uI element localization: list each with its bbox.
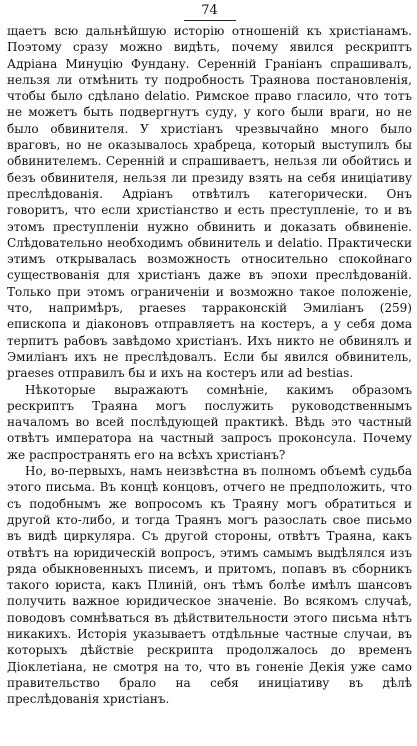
paragraph: Нѣкоторые выражаютъ сомнѣніе, какимъ образомъ рескриптъ Траяна могъ послужить руководственнымъ началомъ во всей послѣдующей практикѣ. Вѣдь это частный отвѣтъ императора на частный запросъ проконсула. Почему же распространять его на всѣхъ христіанъ? <box>7 382 412 462</box>
page-number: 74 <box>201 3 218 18</box>
paragraph: Но, во-первыхъ, намъ неизвѣстна въ полномъ объемѣ судьба этого письма. Въ концѣ концовъ, отчего не предположить, что съ подобнымъ же вопросомъ къ Траяну могъ обратиться и другой кто-либо, и тогда Траянъ могъ разослать свое письмо въ видѣ циркуляра. Съ другой стороны, отвѣтъ Траяна, какъ отвѣтъ на юридическій вопросъ, этимъ самымъ выдѣлялся изъ ряда обыкновенныхъ писемъ, и притомъ, попавъ въ сборникъ такого юриста, какъ Плиній, онъ тѣмъ болѣе имѣлъ шансовъ получить важное юридическое значеніе. Во всякомъ случаѣ, поводовъ сомнѣваться въ дѣйствительности этого письма нѣтъ никакихъ. Исторія указываетъ отдѣльные частные случаи, въ которыхъ дѣйствіе рескрипта продолжалось до временъ Діоклетіана, не смотря на то, что въ гоненіе Декія уже само правительство брало на себя иниціативу въ дѣлѣ преслѣдованія христіанъ. <box>7 464 412 707</box>
header-rule <box>184 20 236 21</box>
body-text <box>7 23 412 707</box>
paragraph: щаетъ всю дальнѣйшую исторію отношеній къ христіанамъ. Поэтому сразу можно видѣть, почему явился рескриптъ Адріана Минуцію Фундану. Серенній Граніанъ спрашивалъ, нельзя ли отмѣнить ту подробность Траянова постановленія, чтобы было сдѣлано delatio. Римское право гласило, что тотъ не можетъ быть подвергнутъ суду, у кого были враги, но не было обвинителя. У христіанъ чрезвычайно много было враговъ, но не оказывалось храбреца, который выступилъ бы обвинителемъ. Серенній и спрашиваетъ, нельзя ли обойтись и безъ обвинителя, нельзя ли президу взять на себя иниціативу преслѣдованія. Адріанъ отвѣтилъ категорически. Онъ говоритъ, что если христіанство и есть преступленіе, то и въ этомъ преступленіи нужно обвинить и доказать обвиненіе. Слѣдовательно необходимъ обвинитель и delatio. Практически этимъ открывалась возможность относительно спокойнаго существованія для христіанъ даже въ эпохи преслѣдованій. Только при этомъ ограниченіи и возможно такое положеніе, что, напримѣръ, praeses тарраконскій Эмиліанъ (259) епископа и діаконовъ отправляетъ на костеръ, а у себя дома терпитъ рабовъ завѣдомо христіанъ. Ихъ никто не обвинялъ и Эмиліанъ ихъ не преслѣдовалъ. Если бы явился обвинитель, praeses отправилъ бы и ихъ на костеръ или ad bestias. <box>7 24 412 381</box>
